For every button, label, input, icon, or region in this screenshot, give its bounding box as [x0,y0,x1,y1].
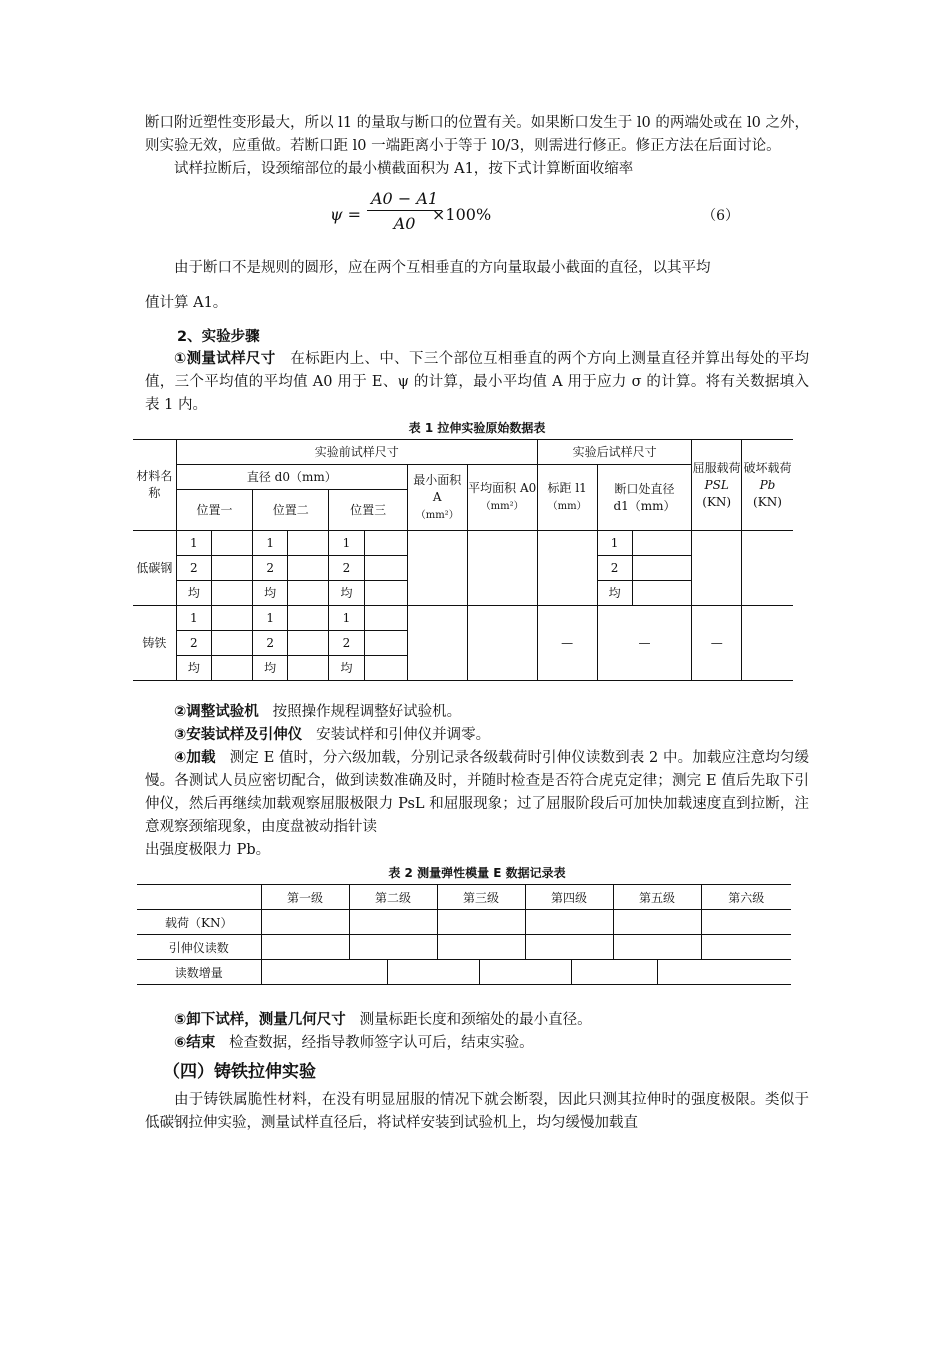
table-cell: 均 [176,656,211,681]
step-5-text: 测量标距长度和颈缩处的最小直径。 [359,1012,592,1028]
paragraph-area-reduction: 试样拉断后，设颈缩部位的最小横截面积为 A1，按下式计算断面收缩率 [174,161,634,177]
step-3-title: ③安装试样及引伸仪 [174,727,303,743]
yield-header: 屈服载荷 PSL (KN) [692,440,742,531]
table-1-caption: 表 1 拉伸实验原始数据表 [408,421,546,435]
step-6-title: ⑥结束 [174,1035,216,1051]
table-cell-dash: — [692,606,742,681]
table-cell-dash: — [537,606,597,681]
step-5 [145,1009,809,1032]
table-2-caption: 表 2 测量弹性模量 E 数据记录表 [388,866,566,880]
table-cell: 1 [253,606,288,631]
material-iron: 铸铁 [133,606,176,681]
step-4-text: 测定 E 值时，分六级加载，分别记录各级载荷时引伸仪读数到表 2 中。加载应注意均匀缓慢。各测试人员应密切配合，做到读数准确及时，并随时检查是否符合虎克定律；测完 E 值后先取下引伸仪，然后再继续加载观察屈服极限力 PsL 和屈服现象；过了屈服阶段后可加快加载速度直到拉断，注意观察颈缩现象，由度盘被动指针读 [145,750,810,835]
row-load-label: 载荷（KN） [137,910,261,935]
table-cell: 1 [329,606,364,631]
material-steel: 低碳钢 [133,531,176,606]
table-cell-dash: — [597,606,692,681]
table-cell: 均 [253,581,288,606]
table-cell: 1 [597,531,632,556]
material-header: 材料名称 [133,440,176,531]
pos2-header: 位置二 [253,490,329,531]
gauge-header: 标距 l1 （mm） [537,465,597,531]
table-cell: 2 [597,556,632,581]
break-diameter-header: 断口处直径 d1（mm） [597,465,692,531]
step-6 [145,1032,809,1055]
step-4-title: ④加载 [174,750,216,766]
row-reading-label: 引伸仪读数 [137,935,261,960]
step-1-title: ①测量试样尺寸 [174,351,276,367]
formula-lhs: ψ = [330,205,362,224]
step-3-text: 安装试样和引伸仪并调零。 [316,727,491,743]
table-cell: 均 [329,656,364,681]
step-2 [145,701,809,724]
table-1-wrapper [136,439,809,701]
avg-area-header: 平均面积 A0 （mm²） [467,465,537,531]
table-cell: 均 [253,656,288,681]
after-header: 实验后试样尺寸 [537,440,692,465]
table-cell: 2 [253,556,288,581]
paragraph-diameter-measure-end: 值计算 A1。 [145,295,228,311]
table-2 [137,884,791,960]
table-1 [133,439,793,681]
level-4-header: 第四级 [525,885,613,910]
formula-numerator: A0 − A1 [367,189,442,211]
formula-fraction [367,189,442,233]
level-6-header: 第六级 [701,885,791,910]
break-load-header: 破坏载荷 Pb (KN) [741,440,793,531]
table-cell: 均 [597,581,632,606]
step-6-text: 检查数据，经指导教师签字认可后，结束实验。 [229,1035,534,1051]
min-area-header: 最小面积 A （mm²） [407,465,467,531]
table-cell: 1 [253,531,288,556]
step-2-title: ②调整试验机 [174,704,259,720]
table-cell: 1 [176,531,211,556]
level-3-header: 第三级 [437,885,525,910]
before-header: 实验前试样尺寸 [176,440,537,465]
section-4-title: （四）铸铁拉伸实验 [163,1062,316,1082]
table-cell: 1 [176,606,211,631]
step-4-continued: 出强度极限力 Pb。 [145,842,271,858]
pos1-header: 位置一 [176,490,252,531]
paragraph-necking: 断口附近塑性变形最大，所以 l1 的量取与断口的位置有关。如果断口发生于 l0 的两端处或在 l0 之外，则实验无效，应重做。若断口距 l0 一端距离小于等于 l0/3，则需进行修正。修正方法在后面讨论。 [145,115,809,154]
document-page [136,112,810,1135]
step-1 [145,348,809,417]
table-cell: 1 [329,531,364,556]
table-2-increment [137,960,791,985]
table-cell: 均 [329,581,364,606]
formula-denominator: A0 [393,214,416,233]
level-2-header: 第二级 [349,885,437,910]
pos3-header: 位置三 [329,490,407,531]
step-2-text: 按照操作规程调整好试验机。 [272,704,462,720]
table-cell: 2 [329,556,364,581]
heading-steps: 2、实验步骤 [177,329,260,345]
table-cell: 2 [253,631,288,656]
paragraph-cast-iron: 由于铸铁属脆性材料，在没有明显屈服的情况下就会断裂，因此只测其拉伸时的强度极限。类似于低碳钢拉伸实验，测量试样直径后，将试样安装到试验机上，均匀缓慢加载直 [145,1092,809,1131]
step-3 [145,724,809,747]
step-5-title: ⑤卸下试样，测量几何尺寸 [174,1012,346,1028]
table-cell: 均 [176,581,211,606]
step-4 [145,747,809,839]
paragraph-diameter-measure: 由于断口不是规则的圆形，应在两个互相垂直的方向量取最小截面的直径，以其平均 [174,260,711,276]
level-5-header: 第五级 [613,885,701,910]
equation-number: （6） [702,208,739,224]
formula-area-reduction [145,185,809,249]
diameter-header: 直径 d0（mm） [176,465,407,490]
level-1-header: 第一级 [261,885,349,910]
formula-multiplier: ×100% [432,205,492,224]
step-1-text: 在标距内上、中、下三个部位互相垂直的两个方向上测量直径并算出每处的平均值，三个平均值的平均值 A0 用于 E、ψ 的计算，最小平均值 A 用于应力 σ 的计算。将有关数据填入表 1 内。 [145,351,810,413]
row-increment-label: 读数增量 [137,960,261,985]
table-cell: 2 [176,556,211,581]
table-cell: 2 [329,631,364,656]
table-cell: 2 [176,631,211,656]
